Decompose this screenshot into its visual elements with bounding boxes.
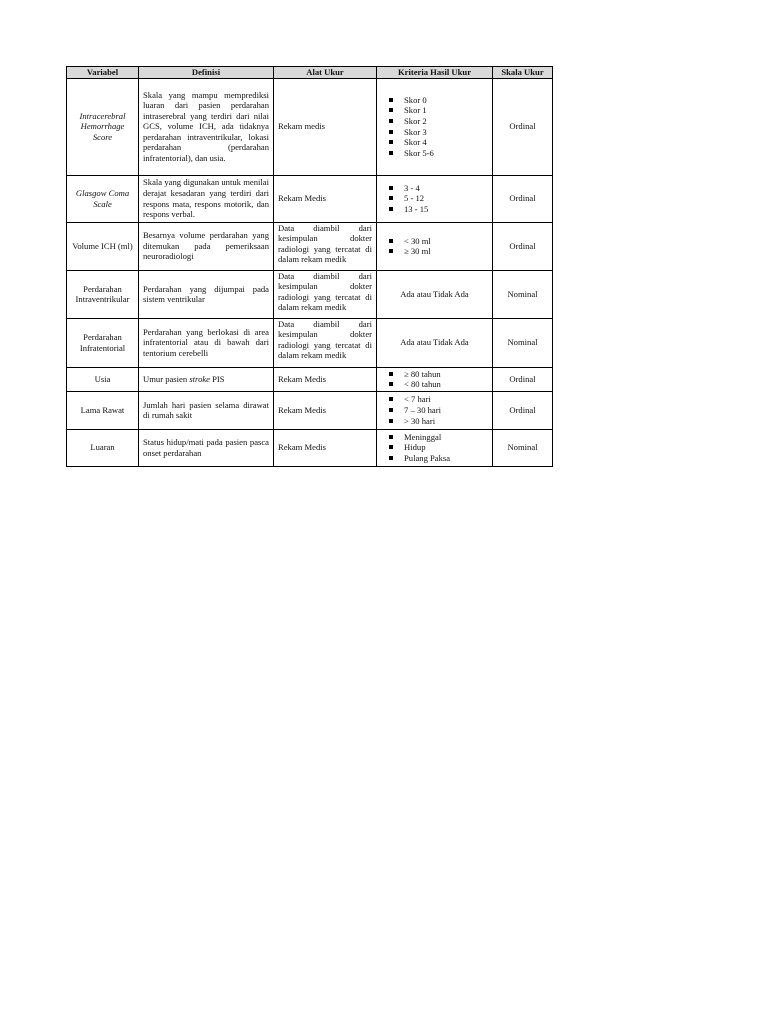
cell-kriteria: Ada atau Tidak Ada [377, 318, 493, 367]
cell-kriteria: Ada atau Tidak Ada [377, 270, 493, 318]
cell-kriteria [377, 429, 493, 466]
cell-alat-ukur: Rekam Medis [274, 367, 377, 391]
cell-skala: Ordinal [493, 367, 553, 391]
cell-kriteria [377, 222, 493, 270]
list-item: < 80 tahun [387, 379, 488, 390]
cell-skala: Ordinal [493, 222, 553, 270]
cell-skala: Ordinal [493, 78, 553, 175]
header-alat-ukur: Alat Ukur [274, 67, 377, 79]
header-kriteria-hasil-ukur: Kriteria Hasil Ukur [377, 67, 493, 79]
cell-kriteria [377, 175, 493, 222]
table-row [67, 318, 553, 367]
criteria-list [381, 432, 488, 464]
list-item: Skor 3 [387, 127, 488, 138]
list-item: 5 - 12 [387, 193, 488, 204]
cell-variabel: Glasgow Coma Scale [67, 175, 139, 222]
operational-definition-table [66, 66, 553, 467]
list-item: Meninggal [387, 432, 488, 443]
cell-variabel: Usia [67, 367, 139, 391]
cell-definisi: Skala yang digunakan untuk menilai derajat kesadaran yang terdiri dari respons mata, respons motorik, dan respons verbal. [139, 175, 274, 222]
header-definisi: Definisi [139, 67, 274, 79]
cell-variabel: Volume ICH (ml) [67, 222, 139, 270]
list-item: 13 - 15 [387, 204, 488, 215]
list-item: ≥ 30 ml [387, 246, 488, 257]
table-row [67, 78, 553, 175]
cell-definisi: Besarnya volume perdarahan yang ditemukan pada pemeriksaan neuroradiologi [139, 222, 274, 270]
cell-variabel: Perdarahan Intraventrikular [67, 270, 139, 318]
cell-alat-ukur: Data diambil dari kesimpulan dokter radiologi yang tercatat di dalam rekam medik [274, 222, 377, 270]
cell-kriteria [377, 391, 493, 429]
cell-definisi [139, 367, 274, 391]
list-item: Skor 1 [387, 105, 488, 116]
cell-alat-ukur: Rekam Medis [274, 175, 377, 222]
criteria-list [381, 236, 488, 257]
cell-definisi: Status hidup/mati pada pasien pasca onset perdarahan [139, 429, 274, 466]
list-item: Skor 0 [387, 95, 488, 106]
cell-definisi: Perdarahan yang berlokasi di area infratentorial atau di bawah dari tentorium cerebelli [139, 318, 274, 367]
cell-definisi: Perdarahan yang dijumpai pada sistem ventrikular [139, 270, 274, 318]
header-skala-ukur: Skala Ukur [493, 67, 553, 79]
table-row [67, 222, 553, 270]
cell-variabel: Lama Rawat [67, 391, 139, 429]
cell-skala: Ordinal [493, 391, 553, 429]
list-item: < 7 hari [387, 394, 488, 405]
definisi-text: PIS [212, 373, 225, 384]
criteria-list [381, 394, 488, 426]
cell-alat-ukur: Rekam Medis [274, 391, 377, 429]
criteria-list [381, 183, 488, 215]
list-item: Skor 2 [387, 116, 488, 127]
table-header-row [67, 67, 553, 79]
cell-skala: Nominal [493, 270, 553, 318]
list-item: < 30 ml [387, 236, 488, 247]
criteria-list [381, 95, 488, 159]
list-item: Pulang Paksa [387, 453, 488, 464]
table-row [67, 175, 553, 222]
table-row [67, 429, 553, 466]
cell-skala: Nominal [493, 429, 553, 466]
cell-skala: Ordinal [493, 175, 553, 222]
cell-definisi: Skala yang mampu memprediksi luaran dari pasien perdarahan intraserebral yang terdiri dari nilai GCS, volume ICH, ada tidaknya perdarahan intraventrikular, lokasi perdarahan (perdarahan infratentorial), dan usia. [139, 78, 274, 175]
cell-variabel: Luaran [67, 429, 139, 466]
list-item: ≥ 80 tahun [387, 369, 488, 380]
table-row [67, 367, 553, 391]
list-item: 7 – 30 hari [387, 405, 488, 416]
cell-kriteria [377, 78, 493, 175]
cell-alat-ukur: Data diambil dari kesimpulan dokter radiologi yang tercatat di dalam rekam medik [274, 318, 377, 367]
list-item: 3 - 4 [387, 183, 488, 194]
definisi-text: Umur pasien [143, 373, 188, 384]
cell-skala: Nominal [493, 318, 553, 367]
table-row [67, 391, 553, 429]
definisi-emphasis: stroke [189, 373, 210, 384]
cell-variabel: Perdarahan Infratentorial [67, 318, 139, 367]
cell-variabel: Intracerebral Hemorrhage Score [67, 78, 139, 175]
cell-alat-ukur: Data diambil dari kesimpulan dokter radiologi yang tercatat di dalam rekam medik [274, 270, 377, 318]
list-item: Hidup [387, 442, 488, 453]
cell-alat-ukur: Rekam Medis [274, 429, 377, 466]
list-item: Skor 5-6 [387, 148, 488, 159]
list-item: Skor 4 [387, 137, 488, 148]
cell-kriteria [377, 367, 493, 391]
list-item: > 30 hari [387, 416, 488, 427]
criteria-list [381, 369, 488, 390]
header-variabel: Variabel [67, 67, 139, 79]
table-row [67, 270, 553, 318]
cell-alat-ukur: Rekam medis [274, 78, 377, 175]
cell-definisi: Jumlah hari pasien selama dirawat di rumah sakit [139, 391, 274, 429]
